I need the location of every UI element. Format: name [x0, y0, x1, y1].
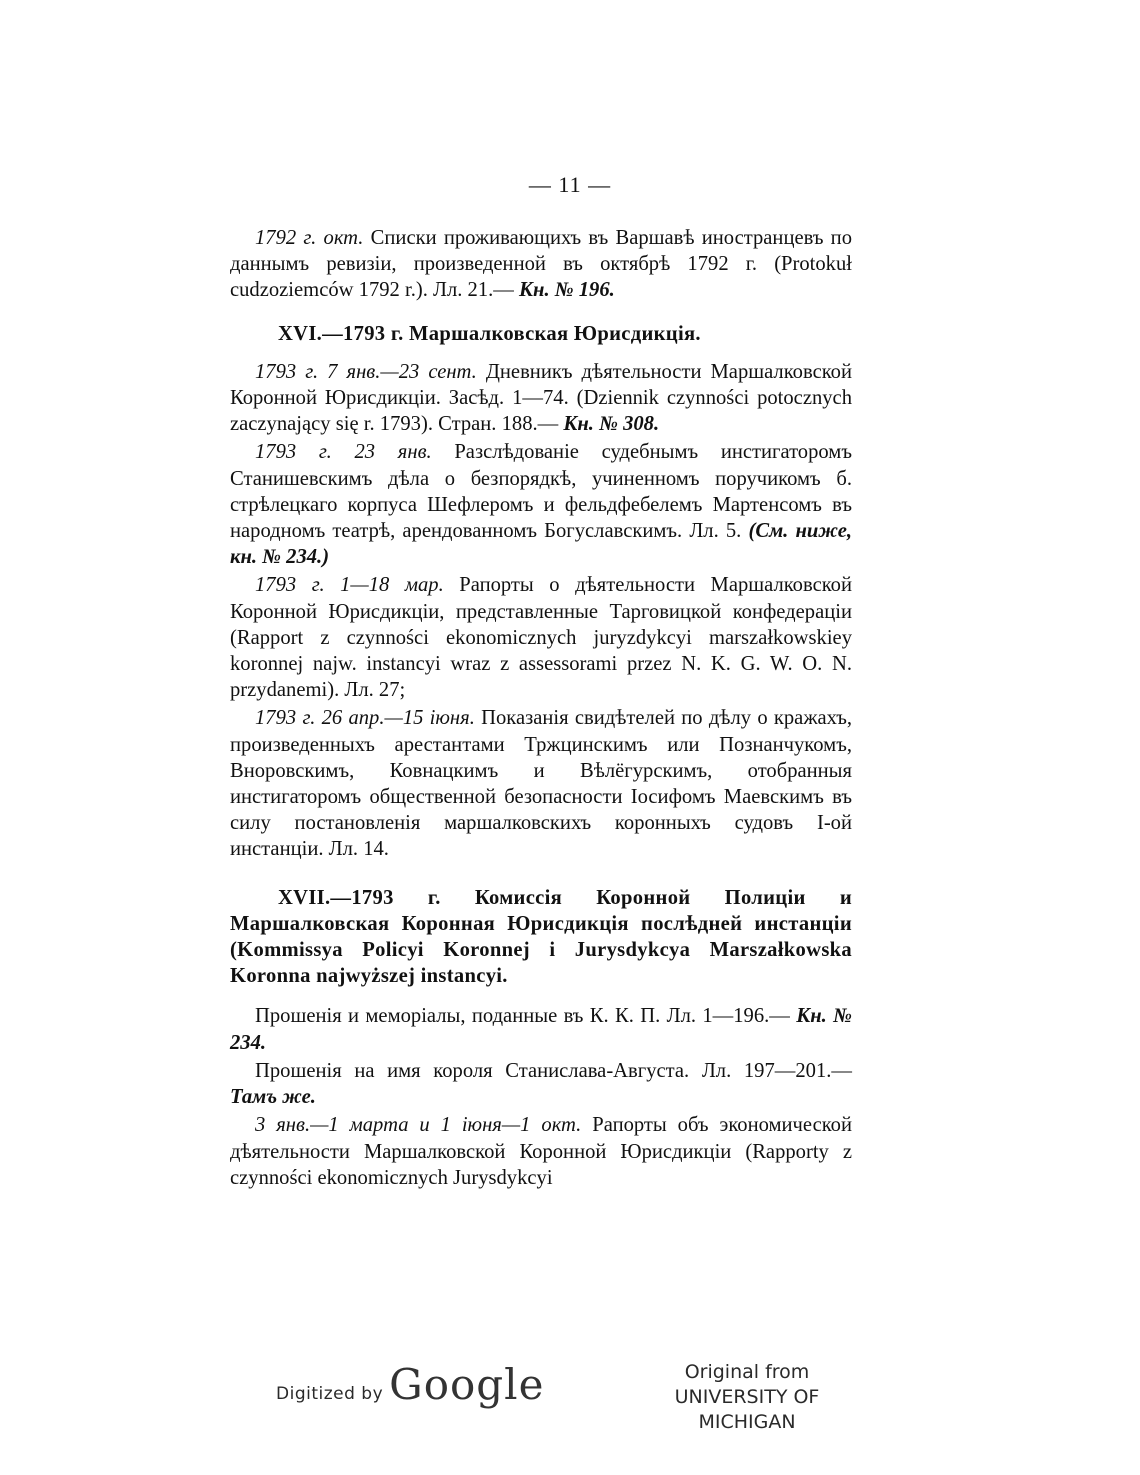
- entry-reports-economic: [230, 1112, 852, 1191]
- entry-date: 1793 г. 1—18 мар.: [255, 574, 444, 597]
- original-from-label: Original from: [684, 1361, 810, 1383]
- digitized-label: Digitized by: [276, 1384, 384, 1404]
- original-from: [627, 1360, 867, 1435]
- entry-petitions-memorials: [230, 1003, 852, 1055]
- entry-text: Разслѣдованіе судебнымъ инстигаторомъ Станишевскимъ дѣла о безпорядкѣ, учиненномъ поручикомъ б. стрѣлецкаго корпуса Шефлеромъ и фельдфебелемъ Мартенсомъ въ народномъ театрѣ, арендованномъ Богуславскимъ. Лл. 5.: [230, 441, 852, 543]
- entry-ref: Кн. № 308.: [563, 413, 660, 436]
- entry-1792-oct: [230, 225, 852, 304]
- entry-text: Рапорты о дѣятельности Маршалковской Коронной Юрисдикціи, представленные Тарговицкой конфедераціи (Rapport z czynności ekonomicznych juryzdykcyi marszałkowskiey koronnej najw. instancyi wraz z assessorami przez N. K. G. W. O. N. przydanemi). Лл. 27;: [230, 574, 852, 702]
- section-heading-xvi: XVI.—1793 г. Маршалковская Юрисдикція.: [278, 322, 701, 345]
- section-heading-xvii: XVII.—1793 г. Комиссія Коронной Полиціи и Маршалковская Коронная Юрисдикція послѣдней инстанціи (Kommissya Policyi Koronnej i Jurysdykcya Marszałkowska Koronna najwyższej instancyi.: [230, 886, 852, 988]
- entry-ref: (См. ниже, кн. № 234.): [230, 520, 852, 569]
- entry-date: 1792 г. окт.: [255, 227, 364, 249]
- entry-text: Прошенія и меморіалы, поданные въ К. К. П. Лл. 1—196.—: [255, 1005, 797, 1028]
- google-logo: Google: [389, 1360, 545, 1409]
- entry-ref: Кн. № 196.: [519, 279, 615, 302]
- entry-text: Списки проживающихъ въ Варшавѣ иностранцевъ по даннымъ ревизіи, произведенной въ октябрѣ 1792 г. (Protokuł cudzoziemców 1792 r.). Лл. 21.—: [230, 227, 852, 302]
- entry-text: Показанія свидѣтелей по дѣлу о кражахъ, произведенныхъ арестантами Тржцинскимъ или Познанчукомъ, Вноровскимъ, Ковнацкимъ и Вѣлёгурскимъ, отобранныя инстигаторомъ общественной безопасности Іосифомъ Маевскимъ въ силу постановленія маршалковскихъ коронныхъ судовъ I-ой инстанціи. Лл. 14.: [230, 707, 852, 861]
- entry-ref: Кн. № 234.: [230, 1005, 852, 1054]
- entry-1793-mar: [230, 572, 852, 703]
- university-name: UNIVERSITY OF MICHIGAN: [674, 1386, 820, 1433]
- page-number: — 11 —: [528, 172, 612, 197]
- entry-1793-jan-sep: [230, 359, 852, 438]
- entry-text: Рапорты объ экономической дѣятельности Маршалковской Коронной Юрисдикціи (Rapporty z czynności ekonomicznych Jurysdykcyi: [230, 1114, 852, 1189]
- entry-petitions-king: [230, 1058, 852, 1110]
- entry-ref: Тамъ же.: [230, 1086, 316, 1109]
- entry-date: 1793 г. 7 янв.—23 сент.: [255, 360, 477, 383]
- entry-1793-apr-jun: [230, 705, 852, 862]
- entry-text: Прошенія на имя короля Станислава-Августа. Лл. 197—201.—: [255, 1059, 852, 1082]
- entry-text: Дневникъ дѣятельности Маршалковской Коронной Юрисдикціи. Засѣд. 1—74. (Dziennik czynności potocznych zaczynający się r. 1793). Стран. 188.—: [230, 360, 852, 436]
- page-body: [230, 225, 852, 1191]
- entry-date: 1793 г. 23 янв.: [255, 441, 432, 464]
- entry-date: 1793 г. 26 апр.—15 іюня.: [255, 707, 475, 730]
- digitized-by-google: [276, 1360, 544, 1409]
- entry-date: 3 янв.—1 марта и 1 іюня—1 окт.: [255, 1114, 582, 1137]
- entry-1793-jan-23: [230, 439, 852, 570]
